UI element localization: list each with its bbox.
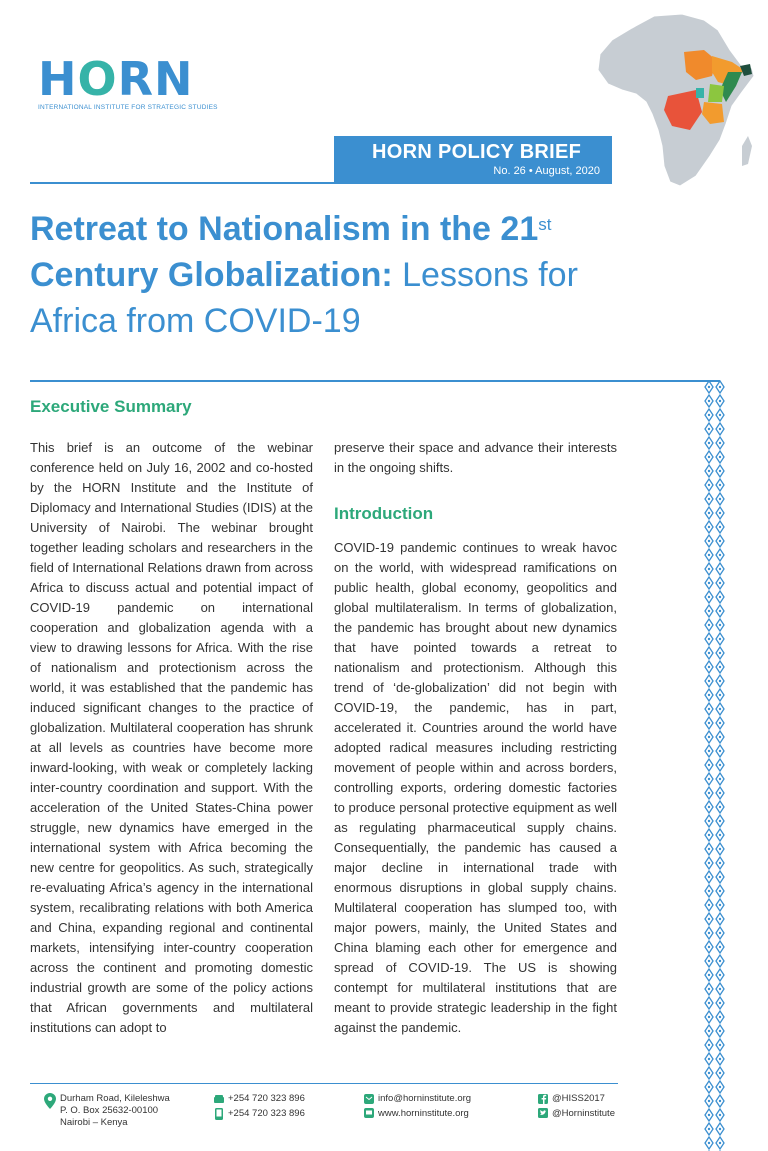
footer-divider (30, 1083, 618, 1084)
footer-twitter-link[interactable]: @Horninstitute (552, 1108, 615, 1119)
twitter-icon (538, 1108, 548, 1118)
logo-letter-h: H (38, 52, 78, 106)
executive-summary-continuation-text: preserve their space and advance their interests in the ongoing shifts. (334, 440, 617, 475)
footer-address (60, 1093, 170, 1129)
footer-phone-2[interactable]: +254 720 323 896 (228, 1108, 305, 1119)
logo-letter-o: O (77, 52, 118, 106)
address-line-2: P. O. Box 25632-00100 (60, 1105, 159, 1116)
africa-map-icon (592, 6, 758, 192)
facebook-icon (538, 1094, 548, 1104)
footer-email-link[interactable]: info@horninstitute.org (378, 1093, 472, 1104)
document-title (30, 206, 610, 344)
address-line-1: Durham Road, Kileleshwa (60, 1093, 170, 1104)
decorative-border (704, 380, 726, 1151)
banner-issue-date: No. 26 • August, 2020 (493, 165, 600, 177)
logo-wordmark (38, 52, 218, 106)
header-divider (30, 182, 612, 184)
executive-summary-heading: Executive Summary (30, 397, 192, 416)
introduction-body (334, 538, 617, 1038)
address-line-3: Nairobi – Kenya (60, 1117, 128, 1128)
email-icon (364, 1094, 374, 1104)
phone-icon (214, 1094, 224, 1104)
executive-summary-text: This brief is an outcome of the webinar conference held on July 16, 2002 and co-hosted by the HORN Institute and the Institute of Diplomacy and International Studies (IDIS) at the University of Nairobi. The webinar brought together leading scholars and researchers in the field of International Relations drawn from across Africa to discuss actual and potential impact of COVID-19 pandemic on international cooperation and globalization agenda with a view to drawing lessons for Africa. With the rise of nationalism and protectionism across the world, it was established that the pandemic has induced significant changes to the practice of globalization. Multilateral cooperation has shrunk at all levels as countries have become more inward-looking, with weak or completely lacking inter-country coordination and support. With the acceleration of the United States-China power struggle, new dynamics have emerged in the international system with Africa becoming the new centre for geopolitics. As such, strategically re-evaluating Africa’s agency in the international system, recalibrating relations with both America and China, expanding regional and continental markets, intensifying inter-country cooperation across the continent and promoting domestic industrial growth are some of the policy actions that African governments and multilateral institutions can adopt to (30, 440, 313, 1035)
web-icon (364, 1108, 374, 1118)
logo-subtitle: INTERNATIONAL INSTITUTE FOR STRATEGIC STUDIES (38, 104, 218, 111)
title-part2: Century Globalization: (30, 256, 393, 294)
introduction-text: COVID-19 pandemic continues to wreak havoc on the world, with widespread ramifications on public health, global economy, geopolitics and global multilateralism. In terms of globalization, the pandemic has brought about new dynamics that have pointed towards a retreat to nationalism and protectionism. Although this trend of ‘de-globalization’ did not begin with COVID-19, the pandemic, has in part, accelerated it. Countries around the world have adopted radical measures including restricting movement of people within and across borders, controlling exports, ordering domestic factories to produce personal protective equipment as well as regulating pharmaceutical supply chains. Consequentially, the pandemic has caused a major decline in international trade with enormous disruptions in global supply chains. Multilateral cooperation has slumped too, with major powers, mainly, the United States and China blaming each other for emergence and spread of COVID-19. The US is showing contempt for multilateral institutions that are meant to provide strategic leadership in the fight against the pandemic. (334, 540, 617, 1035)
horn-logo (38, 52, 218, 111)
title-light-part: Lessons for Africa from COVID-19 (30, 256, 578, 340)
section-divider (30, 380, 720, 382)
title-superscript: st (538, 215, 552, 234)
introduction-heading: Introduction (334, 504, 434, 523)
location-pin-icon (44, 1093, 56, 1109)
title-part1: Retreat to Nationalism in the 21 (30, 210, 539, 248)
footer-website-link[interactable]: www.horninstitute.org (378, 1108, 469, 1119)
policy-brief-banner (334, 136, 612, 182)
logo-letters-rn: RN (117, 52, 194, 106)
footer-facebook-link[interactable]: @HISS2017 (552, 1093, 605, 1104)
mobile-icon (215, 1108, 223, 1120)
executive-summary-continuation (334, 438, 617, 478)
banner-title: HORN POLICY BRIEF (372, 141, 582, 163)
executive-summary-body (30, 438, 313, 1038)
footer-phone-1[interactable]: +254 720 323 896 (228, 1093, 305, 1104)
